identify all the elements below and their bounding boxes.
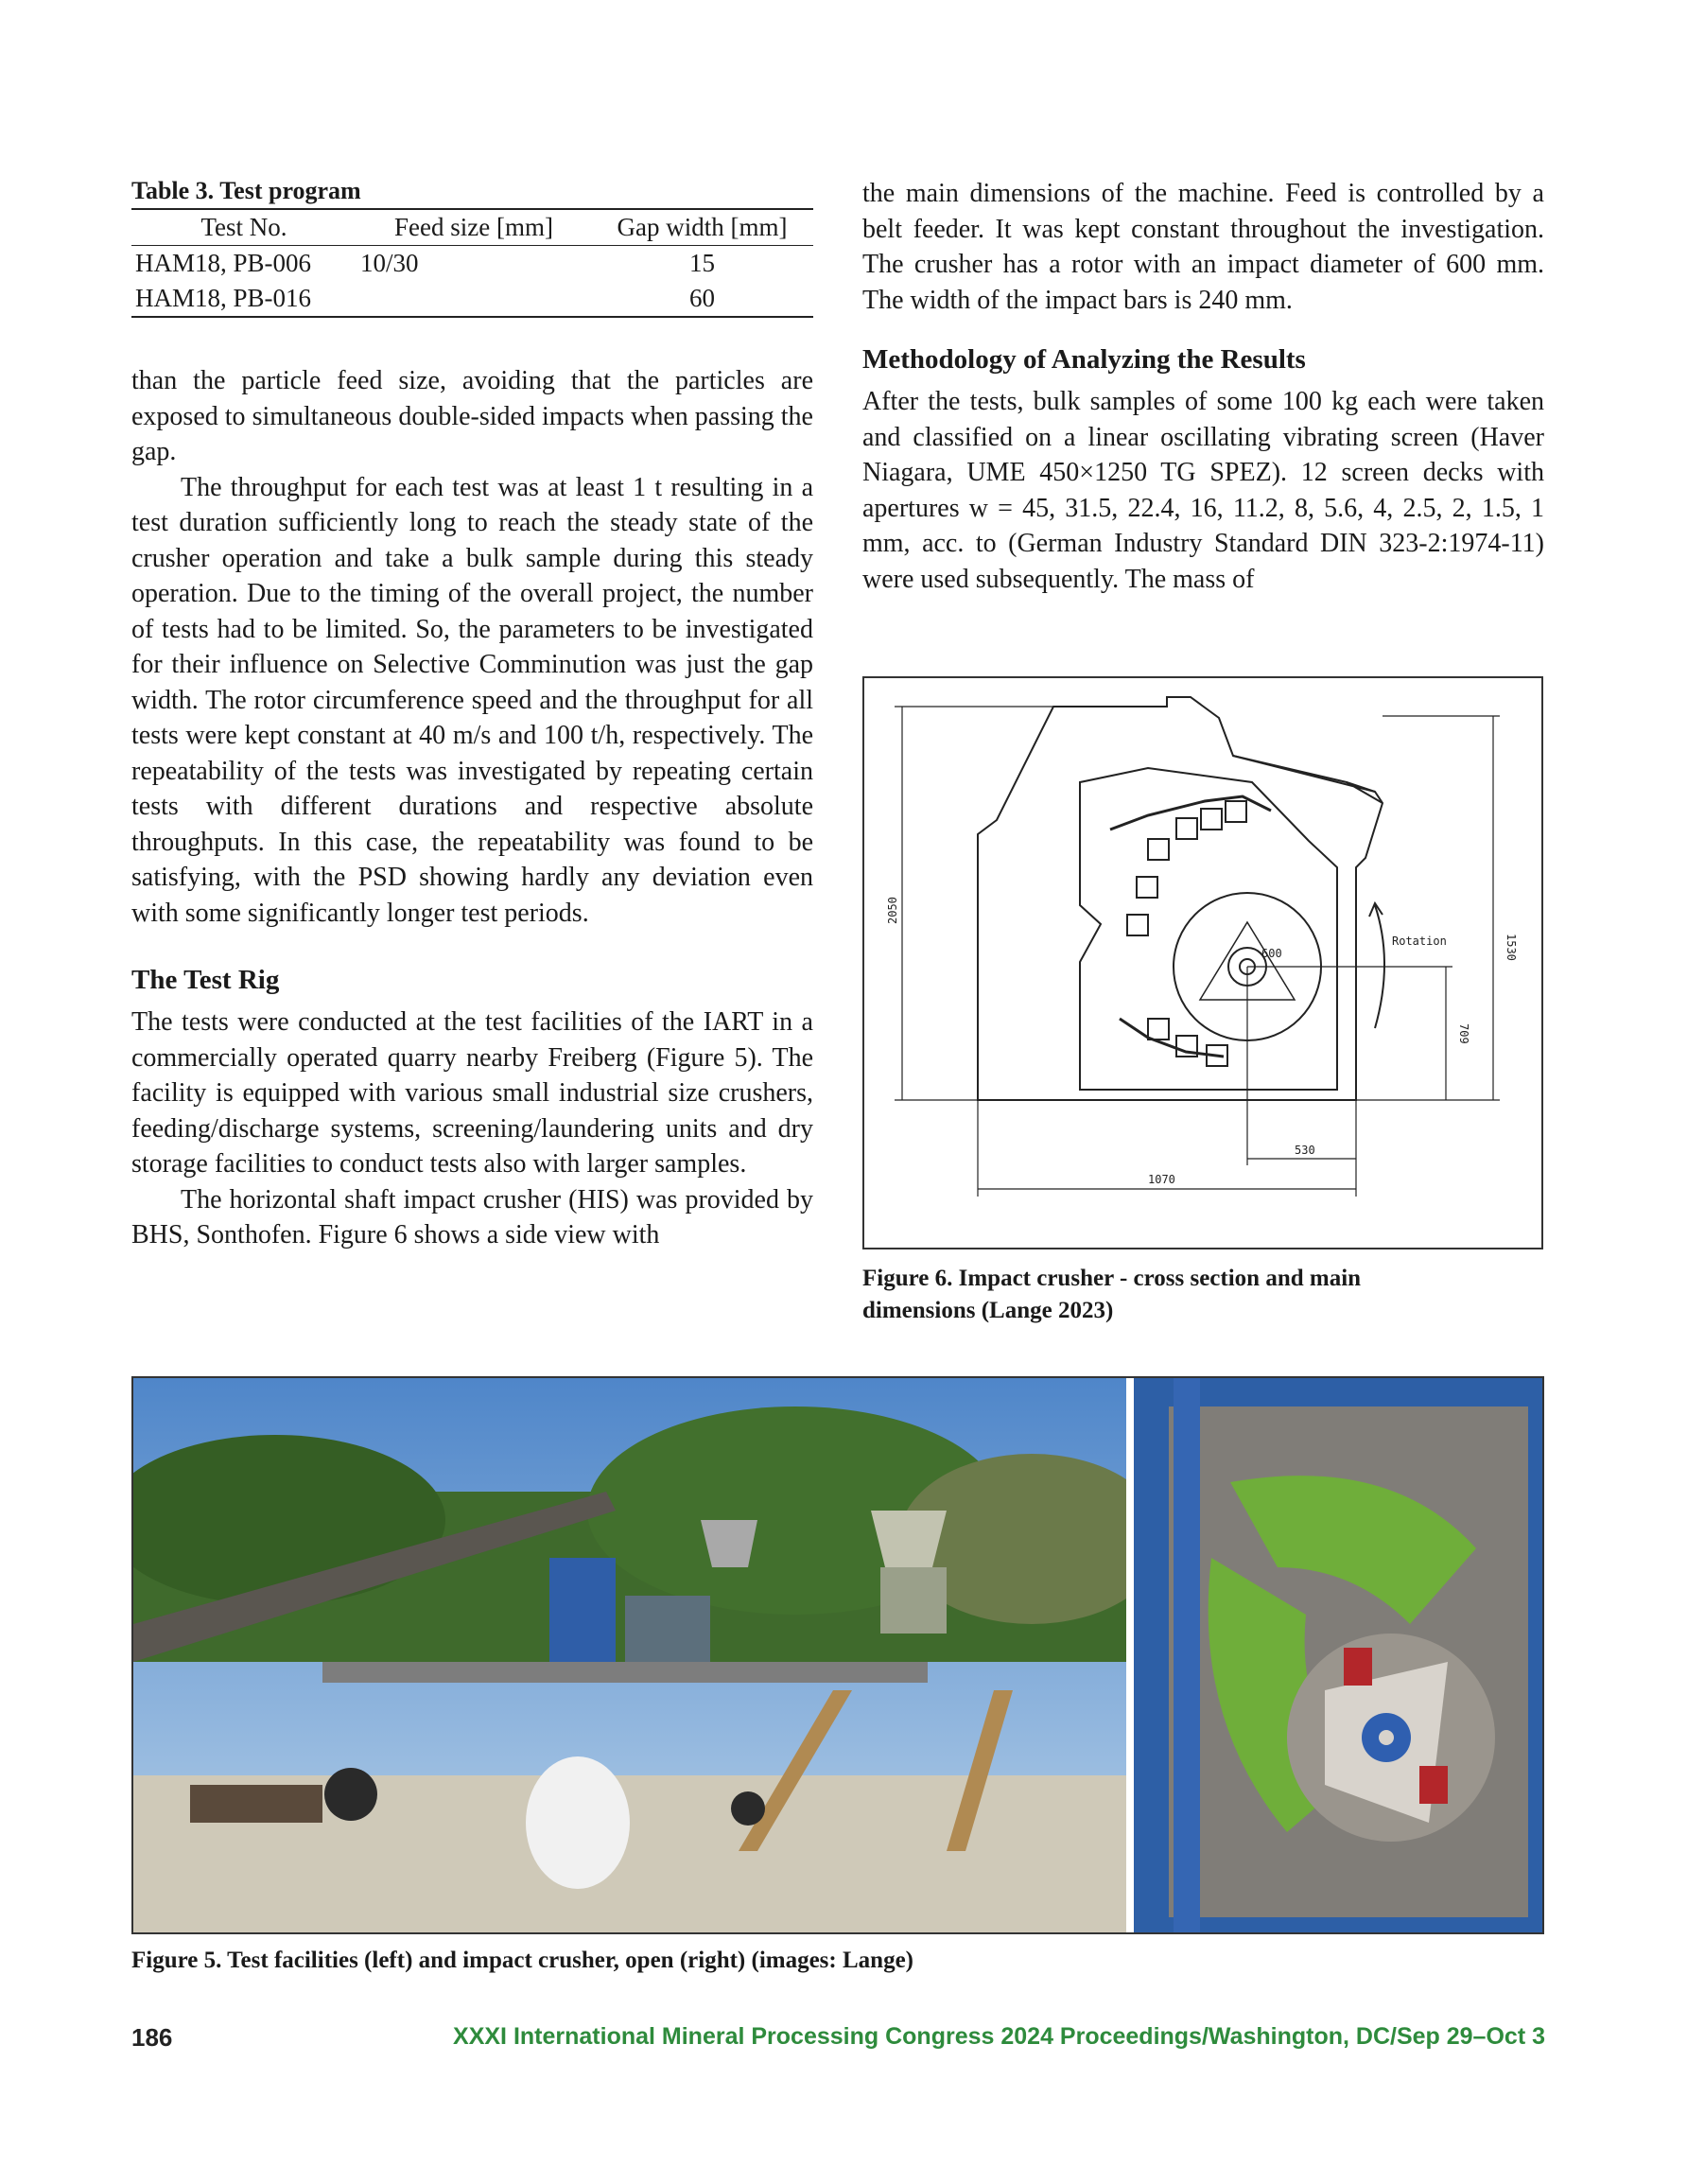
label-dim-height: 2050 — [886, 897, 899, 924]
curtain-segment — [1148, 839, 1169, 860]
housing-outline — [978, 697, 1383, 1100]
paragraph: The horizontal shaft impact crusher (HIS) was provided by BHS, Sonthofen. Figure 6 shows a side view with — [131, 1184, 813, 1249]
curtain-segment — [1127, 915, 1148, 935]
cell-gap-width: 60 — [689, 284, 715, 312]
cell-feed-size — [357, 281, 591, 317]
page-number: 186 — [131, 2023, 173, 2052]
label-dim-shaft: 709 — [1457, 1023, 1470, 1044]
impact-crusher-photo — [1134, 1378, 1542, 1932]
curtain-segment — [1226, 801, 1246, 822]
paragraph: The throughput for each test was at least 1 t resulting in a test duration sufficiently long to reach the steady state of the crusher operation and take a bulk sample during this steady operation. Due to the timing of the overall project, the number of tests had to be limited. So, the parameters to be investigated for their influence on Selective Comminution was just the gap width. The rotor circumference speed and the throughput for all tests were kept constant at 40 m/s and 100 t/h, respectively. The repeatability of the tests was investigated by repeating certain tests with different durations and respective absolute throughputs. In this case, the repeatability was found to be satisfying, with the PSD showing hardly any deviation even with some significantly longer test periods. — [131, 472, 813, 928]
section-heading: The Test Rig — [131, 965, 280, 995]
table-header-row — [131, 209, 813, 246]
curtain-segment — [1201, 809, 1222, 830]
cell-test-no: HAM18, PB-006 — [135, 249, 312, 277]
inner-chamber — [1080, 768, 1337, 1090]
photo-composite — [133, 1378, 1542, 1932]
table-caption: Table 3. Test program — [131, 177, 361, 204]
table-row — [131, 281, 813, 317]
figure-6-caption: Figure 6. Impact crusher - cross section and main dimensions (Lange 2023) — [862, 1266, 1362, 1323]
figure-5-photos — [131, 1376, 1544, 1934]
test-program-table — [131, 208, 813, 318]
label-dim-right: 1530 — [1504, 934, 1518, 961]
right-column — [862, 176, 1544, 597]
label-dim-offset: 530 — [1295, 1144, 1315, 1157]
left-column — [131, 176, 813, 1253]
header-feed-size: Feed size [mm] — [394, 213, 553, 241]
impact-curtain-lower — [1120, 1019, 1224, 1057]
cell-test-no: HAM18, PB-016 — [135, 284, 312, 312]
test-facilities-photo — [133, 1378, 1164, 1932]
section-heading: Methodology of Analyzing the Results — [862, 344, 1306, 375]
figure-5-caption: Figure 5. Test facilities (left) and impact crusher, open (right) (images: Lange) — [131, 1948, 913, 1973]
paragraph: The tests were conducted at the test facilities of the IART in a commercially operated quarry nearby Freiberg (Figure 5). The facility is equipped with various small industrial size crushers, feeding/discharge systems, screening/laundering units and dry storage facilities to conduct tests also with larger samples. — [131, 1007, 813, 1179]
curtain-segment — [1176, 818, 1197, 839]
header-gap-width: Gap width [mm] — [617, 213, 788, 241]
curtain-segment — [1137, 877, 1157, 898]
paragraph: the main dimensions of the machine. Feed is controlled by a belt feeder. It was kept constant throughout the investigation. The crusher has a rotor with an impact diameter of 600 mm. The width of the impact bars is 240 mm. — [862, 179, 1544, 315]
cell-gap-width: 15 — [689, 249, 715, 277]
paragraph: than the particle feed size, avoiding that the particles are exposed to simultaneous double-sided impacts when passing the gap. — [131, 366, 813, 466]
figure-6-drawing — [862, 676, 1543, 1249]
table-row — [131, 246, 813, 282]
crusher-cross-section — [864, 678, 1541, 1248]
header-test-no: Test No. — [200, 213, 287, 241]
label-dim-bottom: 1070 — [1148, 1173, 1175, 1186]
curtain-segment — [1148, 1019, 1169, 1040]
cell-feed-size: 10/30 — [360, 249, 419, 277]
conference-footer: XXXI International Mineral Processing Congress 2024 Proceedings/Washington, DC/Sep 29–Oct 3 — [453, 2023, 1545, 2050]
feed-chute — [1233, 756, 1383, 803]
paragraph: After the tests, bulk samples of some 100 kg each were taken and classified on a linear oscillating vibrating screen (Haver Niagara, UME 450×1250 TG SPEZ). 12 screen decks with apertures w = 45, 31.5, 22.4, 16, 11.2, 8, 5.6, 4, 2.5, 2, 1.5, 1 mm, acc. to (German Industry Standard DIN 323-2:1974-11) were used subsequently. The mass of — [862, 387, 1544, 594]
label-dim-diameter: 600 — [1261, 947, 1282, 960]
label-rotation: Rotation — [1392, 935, 1447, 948]
